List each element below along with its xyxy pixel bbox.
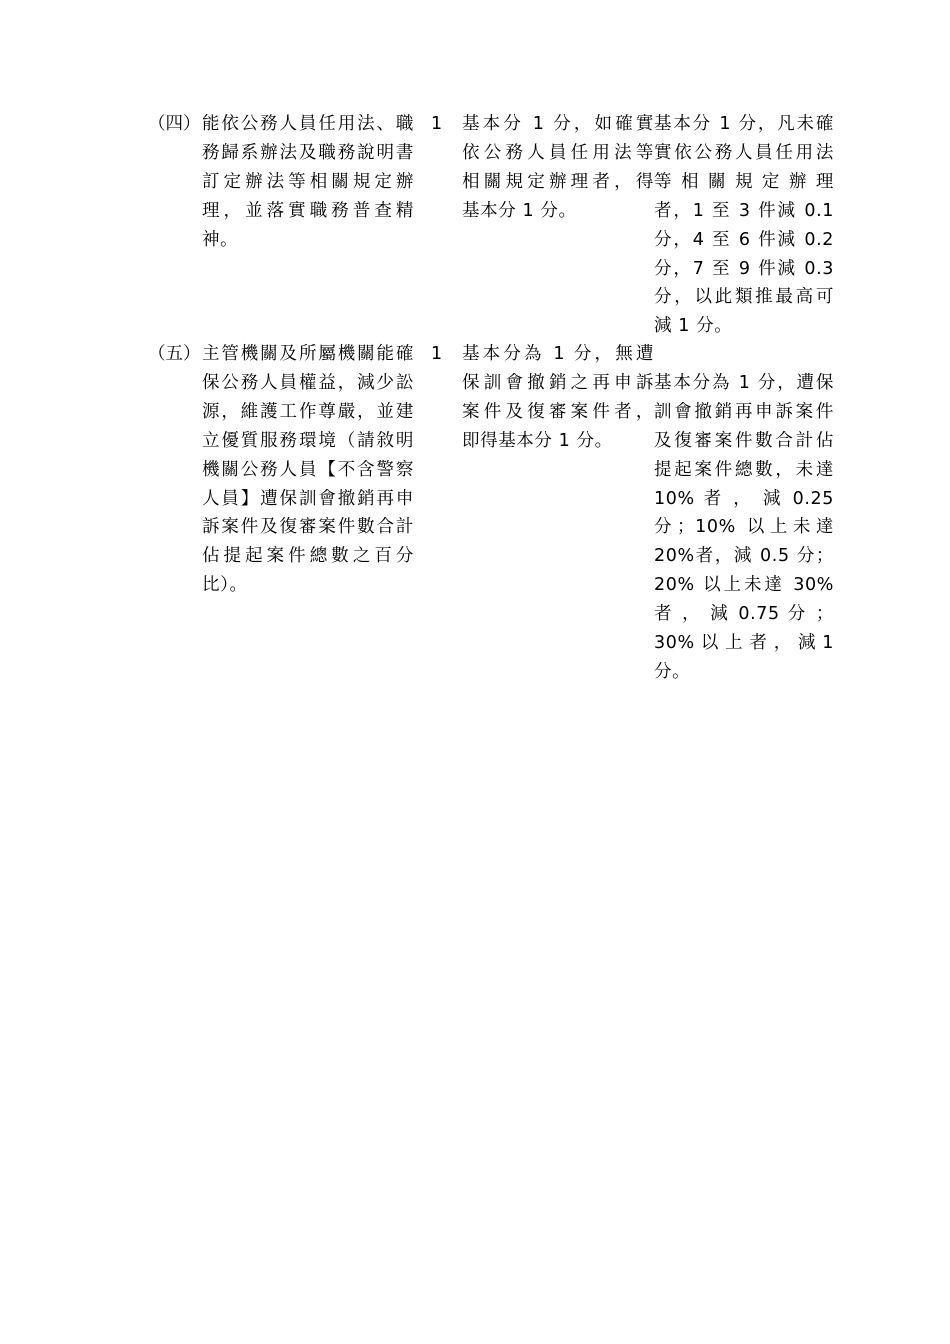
item-score: 1 [431,344,443,364]
deduction-rule [654,110,834,341]
deduction-rule-line: 分。 [654,661,691,682]
basic-rule-line: 依公務人員任用法等 [462,142,654,163]
deduction-rule-line: 者 ， 減 0.75 分 ； [654,604,834,625]
basic-rule-line: 基本分 1 分，如確實 [462,114,654,134]
basic-rule-line: 基本分 1 分。 [462,200,577,221]
item-label: （四） [148,114,201,134]
basic-rule-line: 案件及復審案件者， [462,401,654,422]
description-line: 保公務人員權益，減少訟 [202,372,414,393]
description-line: 理，並落實職務普查精 [202,200,414,221]
description-line: 神。 [202,229,239,250]
basic-rule-line: 基本分為 1 分，無遭 [462,344,654,364]
basic-rule-line: 即得基本分 1 分。 [462,430,613,451]
deduction-rule-line: 基本分 1 分，凡未確 [654,114,834,134]
item-label: （五） [148,344,201,364]
item-description [202,340,414,600]
description-line: 務歸系辦法及職務說明書 [202,142,414,163]
deduction-rule-line: 訓會撤銷再申訴案件 [654,401,834,422]
item-description [202,110,414,255]
deduction-rule-line: 實依公務人員任用法 [654,142,834,163]
deduction-rule-line: 分；10% 以上未達 [654,517,834,538]
deduction-rule-line: 30% 以 上 者 ， 減 1 [654,633,834,654]
deduction-rule [654,369,834,687]
deduction-rule-line: 者，1 至 3 件減 0.1 [654,200,834,221]
deduction-rule-line: 20%者，減 0.5 分； [654,546,834,567]
description-line: 機關公務人員【不含警察 [202,459,414,480]
deduction-rule-line: 10% 者 ， 減 0.25 [654,488,834,509]
description-line: 能依公務人員任用法、職 [202,114,414,134]
description-line: 源，維護工作尊嚴，並建 [202,401,414,422]
description-line: 訴案件及復審案件數合計 [202,517,414,538]
description-line: 人員】遭保訓會撤銷再申 [202,488,414,509]
deduction-rule-line: 分，4 至 6 件減 0.2 [654,229,834,250]
deduction-rule-line: 20% 以上未達 30% [654,575,834,596]
deduction-rule-line: 基本分為 1 分，遭保 [654,372,834,393]
basic-rule-line: 保訓會撤銷之再申訴 [462,372,654,393]
item-score: 1 [431,114,443,134]
basic-rule-line: 相關規定辦理者，得 [462,171,654,192]
description-line: 佔提起案件總數之百分 [202,546,414,567]
deduction-rule-line: 減 1 分。 [654,316,733,337]
description-line: 比）。 [202,575,248,596]
description-line: 主管機關及所屬機關能確 [202,344,414,364]
deduction-rule-line: 分，7 至 9 件減 0.3 [654,258,834,279]
deduction-rule-line: 分，以此類推最高可 [654,287,834,308]
basic-score-rule [462,340,654,456]
description-line: 訂定辦法等相關規定辦 [202,171,414,192]
deduction-rule-line: 提起案件總數，未達 [654,459,834,480]
deduction-rule-line: 及復審案件數合計佔 [654,430,834,451]
basic-score-rule [462,110,654,226]
deduction-rule-line: 等 相 關 規 定 辦 理 [654,171,834,192]
description-line: 立優質服務環境（請敘明 [202,430,414,451]
